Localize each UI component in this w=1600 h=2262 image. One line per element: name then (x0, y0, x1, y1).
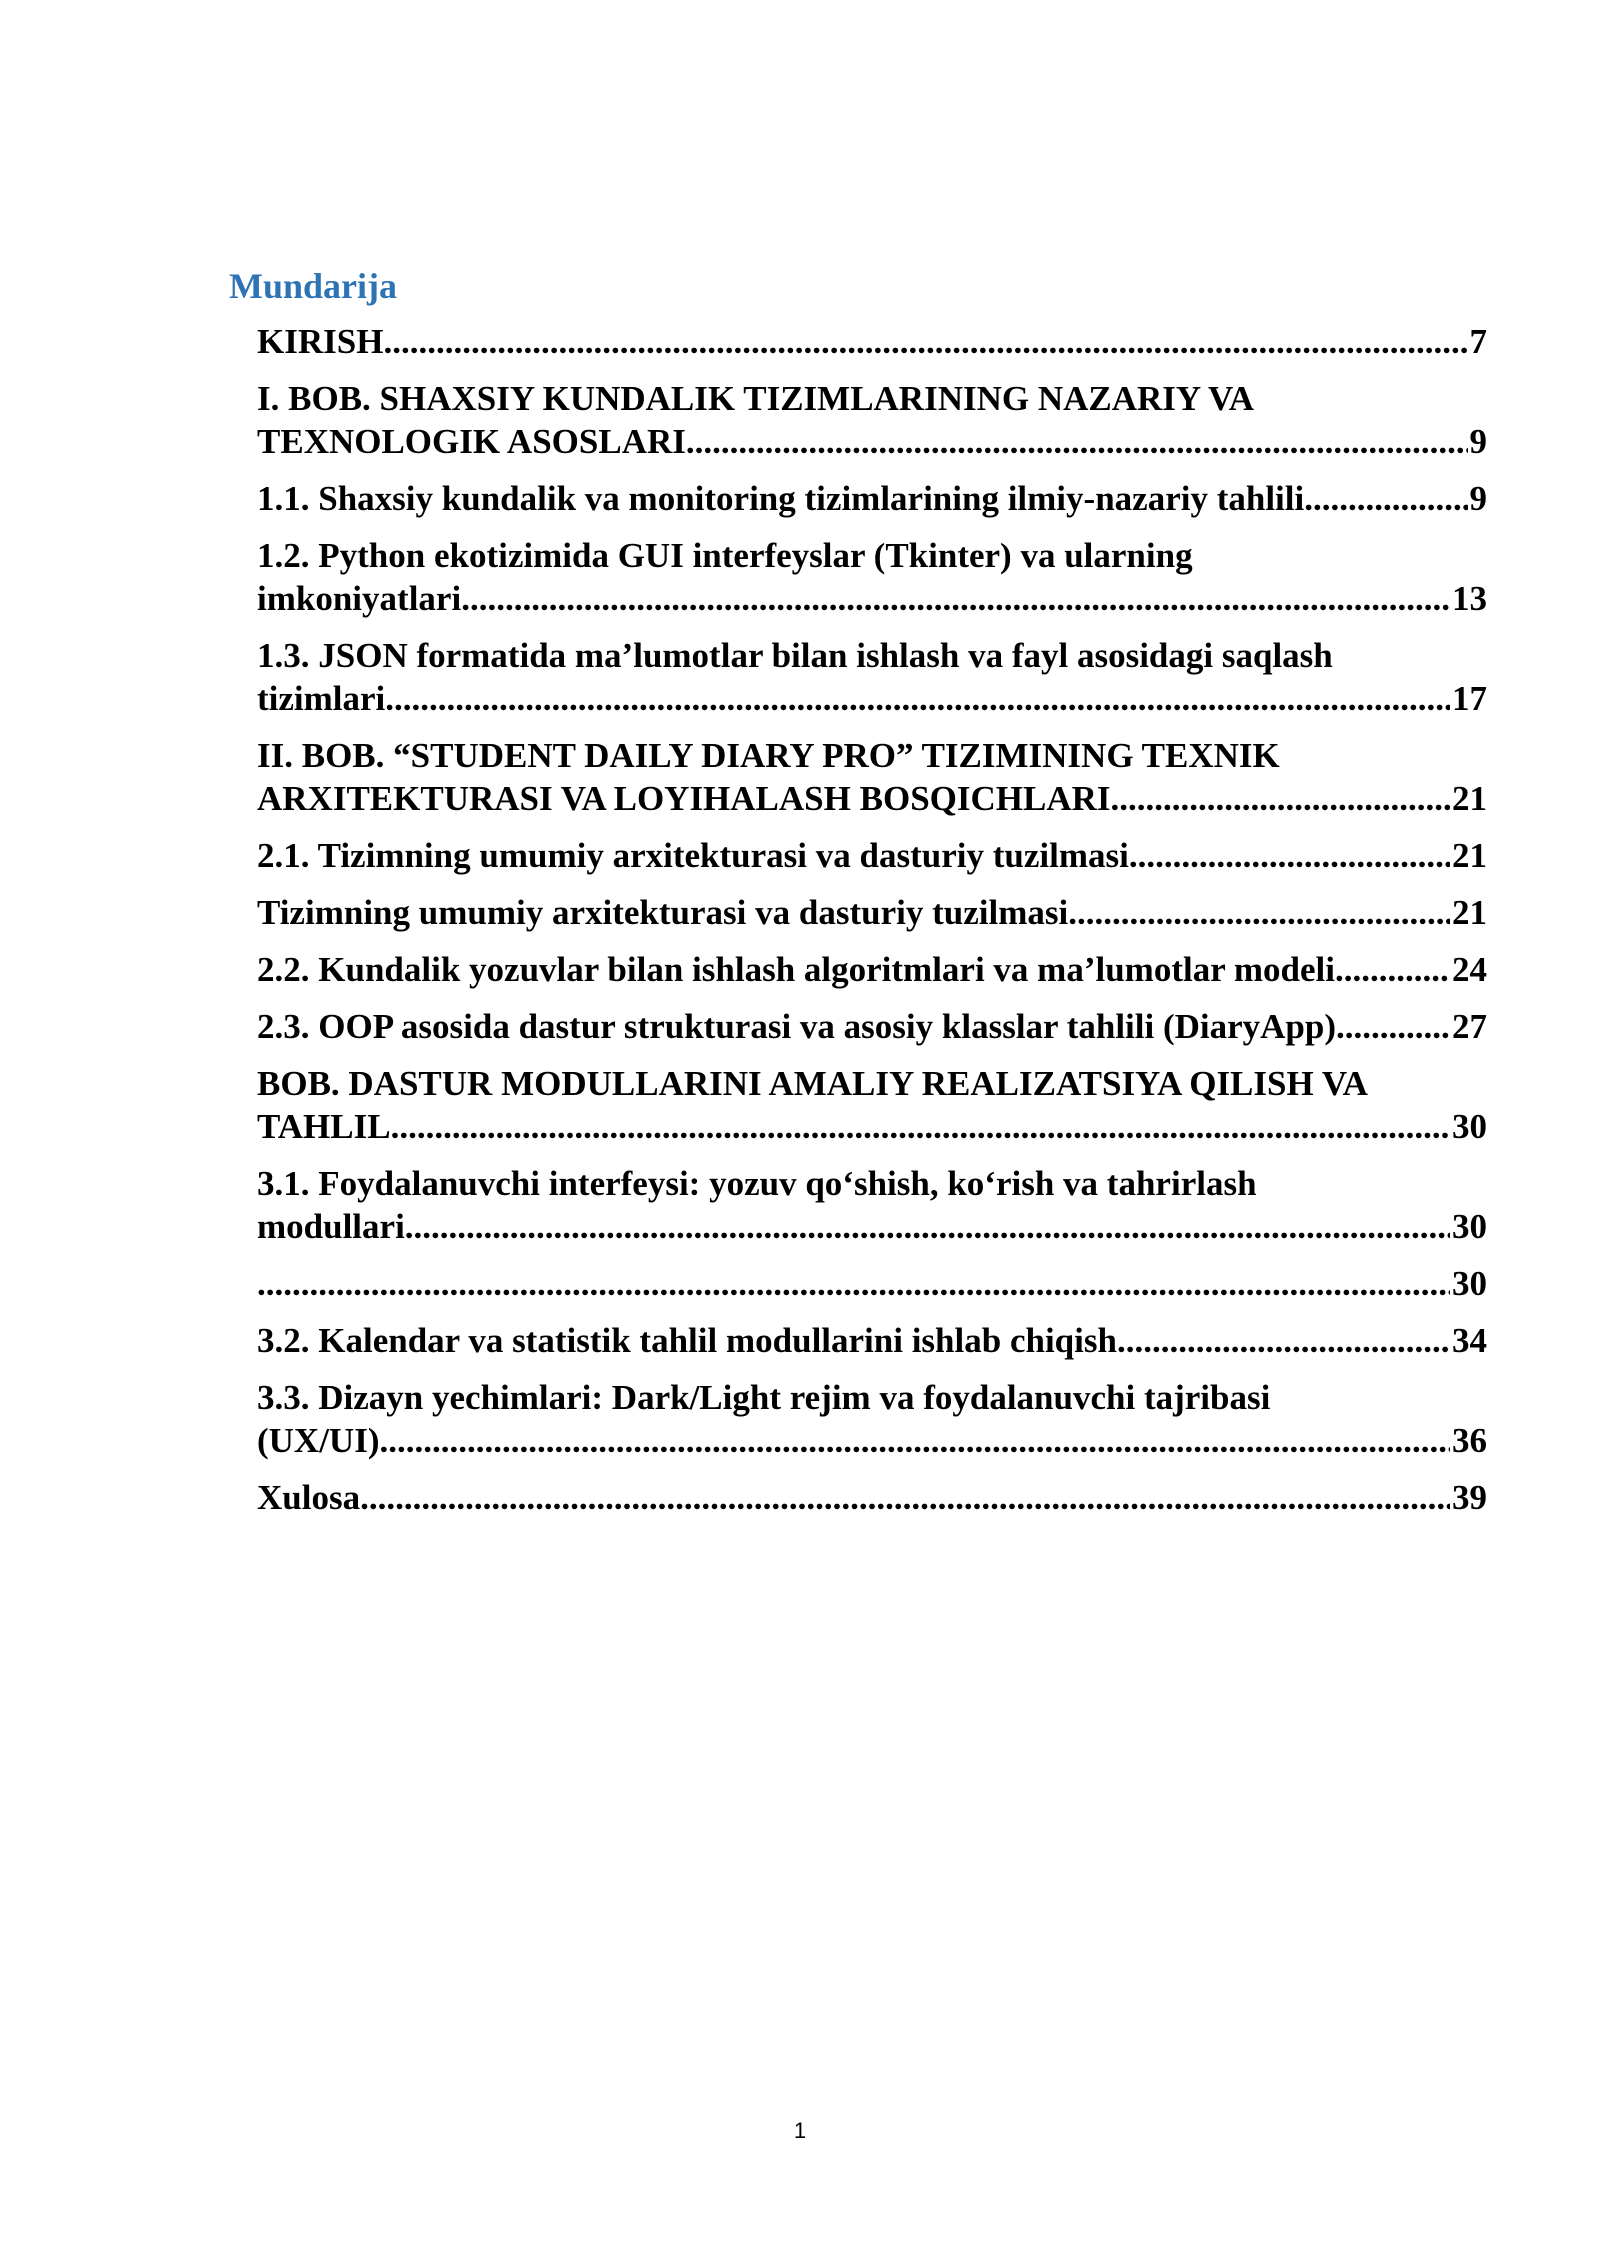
toc-entry-leader-row (257, 777, 1487, 820)
toc-entry-title: 2.3. OOP asosida dastur strukturasi va asosiy klasslar tahlili (DiaryApp). (257, 1007, 1345, 1046)
toc-entry-title: ARXITEKTURASI VA LOYIHALASH BOSQICHLARI (257, 779, 1111, 818)
toc-entry-title: TEXNOLOGIK ASOSLARI (257, 422, 686, 461)
toc-entry-page: 34 (1452, 1321, 1487, 1360)
toc-entry-title: 1.1. Shaxsiy kundalik va monitoring tizimlarining ilmiy-nazariy tahlili (257, 479, 1305, 518)
toc-entry-page: 9 (1469, 479, 1487, 518)
toc-entry[interactable] (257, 477, 1487, 520)
toc-entry[interactable] (257, 1319, 1487, 1362)
toc-entry-line: I. BOB. SHAXSIY KUNDALIK TIZIMLARINING NAZARIY VA (257, 379, 1255, 418)
toc-entry-leader-row (257, 1262, 1487, 1305)
toc-entry-leader-row (257, 1105, 1487, 1148)
dot-leader (1335, 948, 1450, 991)
toc-entry-line: 1.3. JSON formatida ma’lumotlar bilan ishlash va fayl asosidagi saqlash (257, 636, 1333, 675)
dot-leader (385, 677, 1450, 720)
dot-leader (379, 1419, 1450, 1462)
toc-entry[interactable] (257, 1062, 1487, 1148)
toc-entry-page: 9 (1469, 422, 1487, 461)
toc-entry-line: BOB. DASTUR MODULLARINI AMALIY REALIZATSIYA QILISH VA (257, 1064, 1368, 1103)
toc-entry-leader-row (257, 1205, 1487, 1248)
toc-entry-page: 27 (1452, 1007, 1487, 1046)
toc-entry-title: (UX/UI) (257, 1421, 380, 1460)
dot-leader (1068, 891, 1450, 934)
toc-entry-page: 13 (1452, 579, 1487, 618)
toc-entry[interactable] (257, 634, 1487, 720)
toc-entry-title: Xulosa (257, 1478, 361, 1517)
toc-entry[interactable] (257, 834, 1487, 877)
toc-entry-leader-row (257, 477, 1487, 520)
page-number: 1 (793, 2118, 807, 2143)
dot-leader (1117, 1319, 1450, 1362)
toc-entry-title: imkoniyatlari (257, 579, 462, 618)
toc-entry-page: 24 (1452, 950, 1487, 989)
dot-leader (391, 1105, 1450, 1148)
toc-entry-page: 17 (1452, 679, 1487, 718)
toc-entry-leader-row (257, 891, 1487, 934)
toc-entry[interactable] (257, 377, 1487, 463)
dot-leader (1111, 777, 1450, 820)
toc-entry-page: 21 (1452, 893, 1487, 932)
toc-entry-page: 30 (1452, 1207, 1487, 1246)
dot-leader (405, 1205, 1450, 1248)
toc-entry-leader-row (257, 1319, 1487, 1362)
toc-entry[interactable] (257, 1376, 1487, 1462)
toc-entry-line: 3.3. Dizayn yechimlari: Dark/Light rejim va foydalanuvchi tajribasi (257, 1378, 1271, 1417)
toc-entry-line: 1.2. Python ekotizimida GUI interfeyslar (Tkinter) va ularning (257, 536, 1193, 575)
toc-entry-leader-row (257, 1419, 1487, 1462)
toc-entry-title: 2.2. Kundalik yozuvlar bilan ishlash algoritmlari va ma’lumotlar modeli (257, 950, 1335, 989)
dot-leader (257, 1262, 1450, 1305)
toc-entry-leader-row (257, 834, 1487, 877)
toc-entry-line: II. BOB. “STUDENT DAILY DIARY PRO” TIZIMINING TEXNIK (257, 736, 1280, 775)
toc-entry[interactable] (257, 1262, 1487, 1305)
toc-entry[interactable] (257, 1162, 1487, 1248)
toc-entry-title: Tizimning umumiy arxitekturasi va dasturiy tuzilmasi (257, 893, 1069, 932)
dot-leader (1345, 1005, 1450, 1048)
toc-entry-page: 36 (1452, 1421, 1487, 1460)
toc-entry-leader-row (257, 948, 1487, 991)
toc-entry[interactable] (257, 534, 1487, 620)
toc-entry[interactable] (257, 320, 1487, 363)
toc-entry[interactable] (257, 1476, 1487, 1519)
toc-entry-page: 7 (1469, 322, 1487, 361)
dot-leader (383, 320, 1467, 363)
toc-entry-leader-row (257, 320, 1487, 363)
toc-entry-page: 21 (1452, 779, 1487, 818)
toc-entry-line: 3.1. Foydalanuvchi interfeysi: yozuv qo‘shish, ko‘rish va tahrirlash (257, 1164, 1257, 1203)
toc-entry-leader-row (257, 677, 1487, 720)
dot-leader (360, 1476, 1450, 1519)
toc-entry-leader-row (257, 1476, 1487, 1519)
toc-entry-title: KIRISH (257, 322, 384, 361)
toc-entry[interactable] (257, 1005, 1487, 1048)
toc-title: Mundarija (229, 266, 398, 306)
toc-entry-page: 30 (1452, 1107, 1487, 1146)
toc-entry-title: modullari (257, 1207, 405, 1246)
toc-entry-title: 3.2. Kalendar va statistik tahlil modullarini ishlab chiqish (257, 1321, 1117, 1360)
toc-entry-page: 39 (1452, 1478, 1487, 1517)
toc-entry-title: tizimlari (257, 679, 386, 718)
dot-leader (1304, 477, 1467, 520)
toc-entry[interactable] (257, 891, 1487, 934)
toc-entry-page: 30 (1452, 1264, 1487, 1303)
toc-entry-leader-row (257, 577, 1487, 620)
dot-leader (1129, 834, 1450, 877)
dot-leader (686, 420, 1468, 463)
toc-entry-page: 21 (1452, 836, 1487, 875)
toc-entry-title: TAHLIL (257, 1107, 391, 1146)
toc-entry[interactable] (257, 948, 1487, 991)
toc-entry-leader-row (257, 1005, 1487, 1048)
toc-entry[interactable] (257, 734, 1487, 820)
dot-leader (461, 577, 1450, 620)
toc-entry-title: 2.1. Tizimning umumiy arxitekturasi va dasturiy tuzilmasi (257, 836, 1129, 875)
table-of-contents (257, 320, 1487, 1533)
toc-entry-leader-row (257, 420, 1487, 463)
